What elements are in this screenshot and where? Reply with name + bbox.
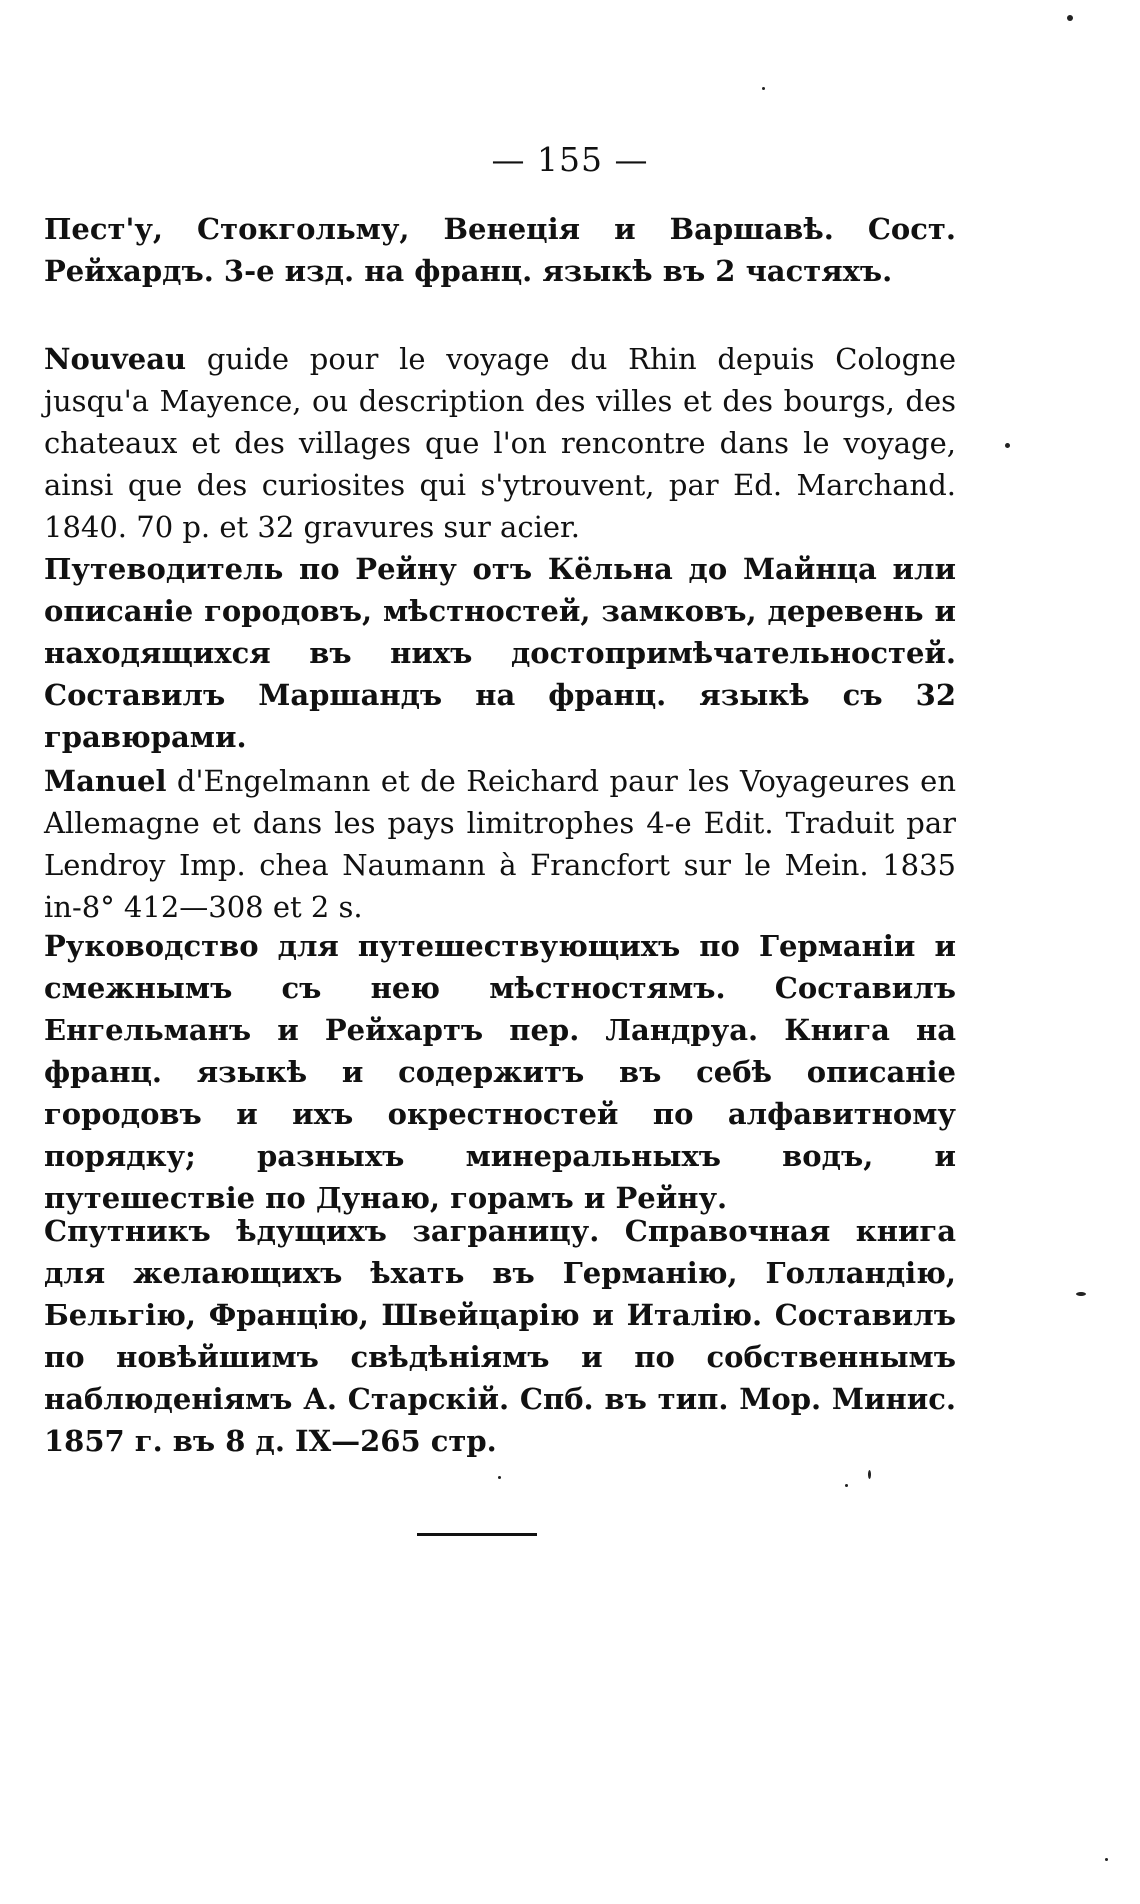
entry-sputnik [44,1210,956,1462]
print-speck [1067,15,1073,21]
print-speck [762,87,765,90]
print-speck [1005,443,1010,448]
print-speck [845,1484,848,1487]
end-rule [417,1533,537,1536]
entry-russian-text: ѣдущихъ заграницу. Справочная книга для желающихъ ѣхать въ Германію, Голландію, Бельгію, Францію, Швейцарію и Италію. Составилъ по новѣйшимъ свѣдѣніямъ и по собственнымъ наблюденіямъ А. Старскій. Спб. въ тип. Мор. Минис. 1857 г. въ 8 д. IX—265 стр. [44,1214,956,1458]
print-speck [1105,1858,1108,1861]
print-speck [868,1470,871,1479]
print-speck [498,1476,501,1479]
entry-french-text: guide pour le voyage du Rhin depuis Cologne jusqu'a Mayence, ou description des villes et des bourgs, des chateaux et des villages que l'on rencontre dans le voyage, ainsi que des curiosites qui s'ytrouvent, par Ed. Marchand. 1840. 70 p. et 32 gravures sur acier. [44,342,956,544]
entry-lead-word: Manuel [44,764,167,798]
entry-rhine-guide [44,338,956,548]
entry-manuel [44,760,956,928]
print-speck [1076,1292,1086,1296]
entry-french-text: d'Engelmann et de Reichard paur les Voyageures en Allemagne et dans les pays limitrophes 4-e Edit. Traduit par Lendroy Imp. chea Naumann à Francfort sur le Mein. 1835 in-8° 412—308 et 2 s. [44,764,956,924]
entry-lead-word: Nouveau [44,342,187,376]
entry-lead-word: Спутникъ [44,1214,211,1248]
entry-continuation [44,208,956,292]
entry-continuation-text: Пест'у, Стокгольму, Венеція и Варшавѣ. Сост. Рейхардъ. 3-е изд. на франц. языкѣ въ 2 частяхъ. [44,212,956,288]
entry-manuel-translation: Руководство для путешествующихъ по Германіи и смежнымъ съ нею мѣстностямъ. Составилъ Енгельманъ и Рейхартъ пер. Ландруа. Книга на франц. языкѣ и содержитъ въ себѣ описаніе городовъ и ихъ окрестностей по алфавитному порядку; разныхъ минеральныхъ водъ, и путешествіе по Дунаю, горамъ и Рейну. [44,929,956,1215]
page-number: — 155 — [491,140,649,179]
entry-rhine-guide-translation: Путеводитель по Рейну отъ Кёльна до Майнца или описаніе городовъ, мѣстностей, замковъ, деревень и находящихся въ нихъ достопримѣчательностей. Составилъ Маршандъ на франц. языкѣ съ 32 гравюрами. [44,552,956,754]
